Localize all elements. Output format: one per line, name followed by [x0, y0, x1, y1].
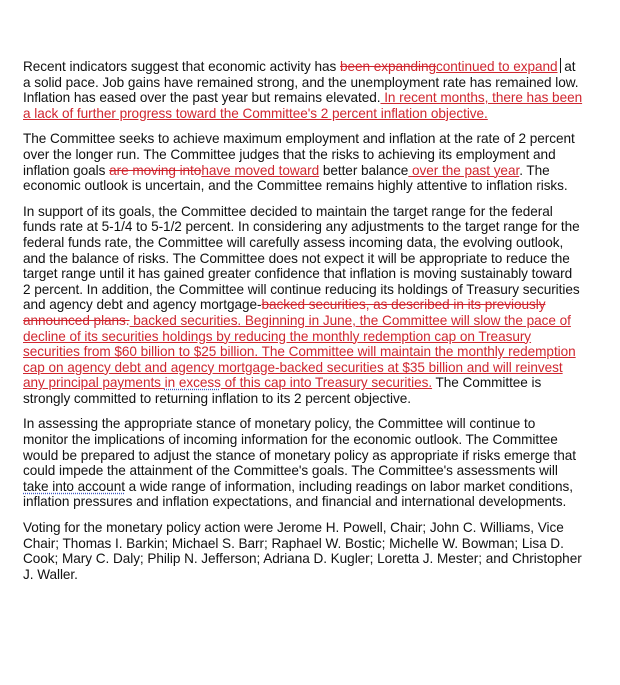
inserted-text: In recent months, there has been a lack of further progress toward the Committee's 2 percent inflation objective. — [23, 90, 583, 121]
inserted-text: have moved toward — [201, 162, 320, 178]
text-run: at a solid pace. Job gains have remained strong, and the unemployment rate has remained low. Inflation has eased over the past year but remains elevated. — [23, 59, 579, 106]
inserted-spellcheck-text: in excess — [164, 375, 221, 391]
inserted-text: continued to expand — [436, 59, 558, 74]
text-run: Voting for the monetary policy action were Jerome H. Powell, Chair; John C. Williams, Vice Chair; Thomas I. Barkin; Michael S. Barr; Raphael W. Bostic; Michelle W. Bowman; Lisa D. Cook; Mary C. Daly; Philip N. Jefferson; Adriana D. Kugler; Loretta J. Mester; and Christopher J. Waller. — [23, 520, 582, 582]
text-run: The Committee is strongly committed to returning inflation to its 2 percent objective. — [23, 375, 542, 406]
paragraph-3 — [23, 204, 583, 407]
inserted-text: over the past year — [408, 162, 520, 178]
deleted-text: are moving into — [109, 162, 202, 178]
text-run: In support of its goals, the Committee decided to maintain the target range for the federal funds rate at 5-1/4 to 5-1/2 percent. In considering any adjustments to the target range for the federal funds rate, the Committee will carefully assess incoming data, the evolving outlook, and the balance of risks. The Committee does not expect it will be appropriate to reduce the target range until it has gained greater confidence that inflation is moving sustainably toward 2 percent. In addition, the Committee will continue reducing its holdings of Treasury securities and agency debt and agency mortgage- — [23, 203, 580, 313]
text-run: better balance — [319, 162, 409, 178]
text-run: Recent indicators suggest that economic activity has — [23, 59, 340, 74]
paragraph-1 — [23, 58, 583, 121]
inserted-text: backed securities. Beginning in June, the Committee will slow the pace of decline of its securities holdings by reducing the monthly redemption cap on Treasury securities from $60 billion to $25 billion. The Committee will maintain the monthly redemption cap on agency debt and agency mortgage-backed securities at $35 billion and will reinvest any principal payments — [23, 312, 576, 391]
text-run: The Committee seeks to achieve maximum employment and inflation at the rate of 2 percent over the longer run. The Committee judges that the risks to achieving its employment and inflation goals — [23, 131, 575, 178]
text-run: . The economic outlook is uncertain, and the Committee remains highly attentive to inflation risks. — [23, 162, 568, 194]
spellcheck-text: take into account — [23, 478, 125, 494]
paragraph-2 — [23, 131, 583, 193]
text-run: a wide range of information, including readings on labor market conditions, inflation pressures and inflation expectations, and financial and international developments. — [23, 478, 574, 510]
inserted-text: of this cap into Treasury securities. — [220, 375, 433, 391]
paragraph-5 — [23, 520, 583, 582]
text-run: In assessing the appropriate stance of monetary policy, the Committee will continue to monitor the implications of incoming information for the economic outlook. The Committee would be prepared to adjust the stance of monetary policy as appropriate if risks emerge that could impede the attainment of the Committee's goals. The Committee's assessments will — [23, 416, 577, 479]
paragraph-4 — [23, 416, 583, 510]
document-body[interactable] — [23, 58, 583, 592]
deleted-text: been expanding — [339, 59, 437, 74]
deleted-text: backed securities, as described in its previously announced plans. — [23, 297, 546, 328]
